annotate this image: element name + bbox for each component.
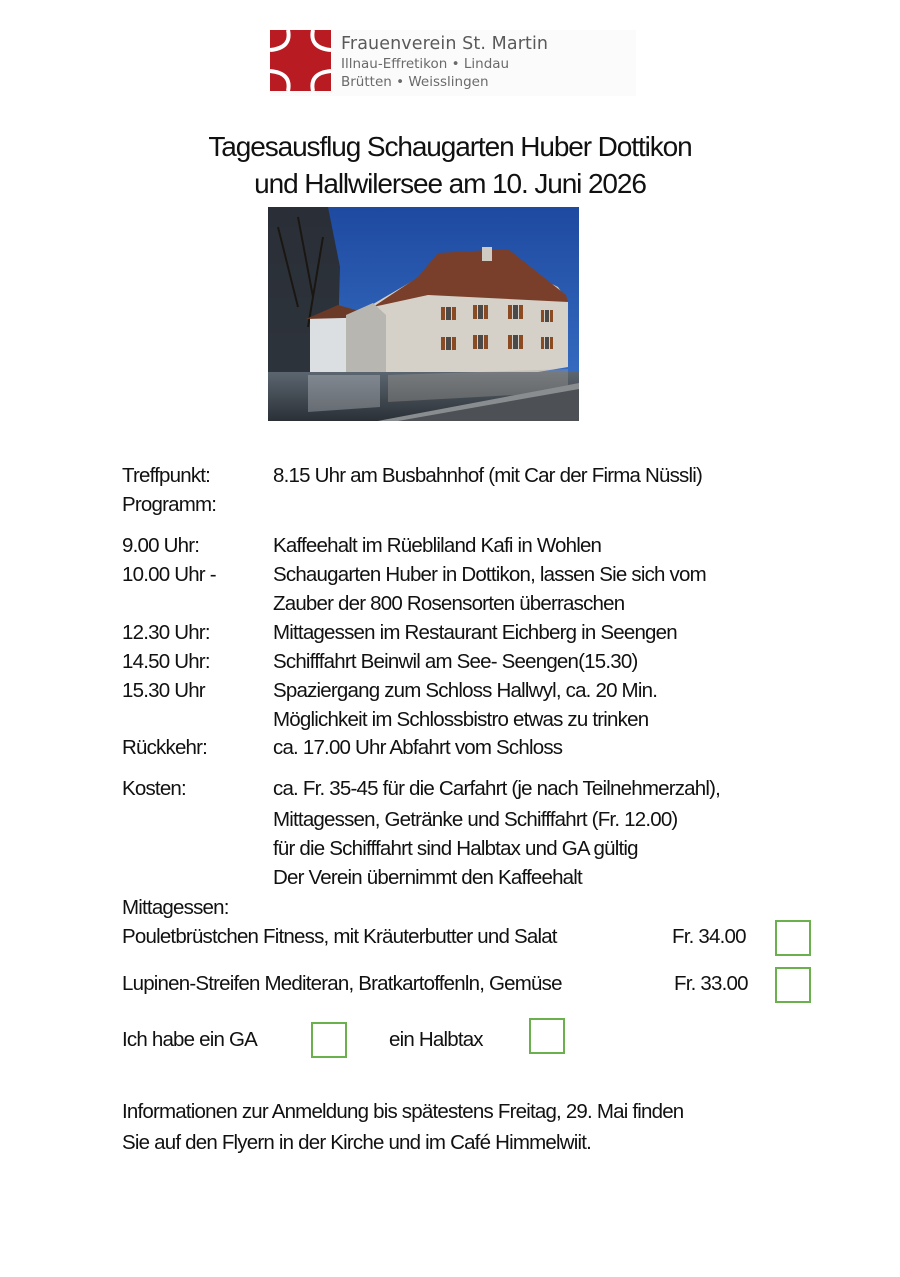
lunch-option-1-checkbox[interactable]: [775, 920, 811, 956]
lunch-option-dish: Pouletbrüstchen Fitness, mit Kräuterbutter und Salat: [122, 925, 557, 948]
program-item-time: 12.30 Uhr:: [122, 621, 210, 644]
organization-logo: [270, 30, 636, 96]
lunch-option-2-checkbox[interactable]: [775, 967, 811, 1003]
organization-name-block: [341, 34, 548, 91]
lunch-label: Mittagessen:: [122, 896, 229, 919]
costs-line: für die Schifffahrt sind Halbtax und GA gültig: [273, 837, 638, 860]
lunch-option-price: Fr. 34.00: [672, 925, 746, 948]
costs-line: ca. Fr. 35-45 für die Carfahrt (je nach Teilnehmerzahl),: [273, 777, 721, 800]
program-item-text: Kaffeehalt im Rüebliland Kafi in Wohlen: [273, 534, 602, 557]
organization-locations-2: Brütten • Weisslingen: [341, 74, 489, 90]
title-line-2: und Hallwilersee am 10. Juni 2026: [254, 168, 646, 199]
program-item-text: Zauber der 800 Rosensorten überraschen: [273, 592, 625, 615]
page-title: [0, 128, 900, 202]
program-item-time: 10.00 Uhr -: [122, 563, 216, 586]
program-item-text: Spaziergang zum Schloss Hallwyl, ca. 20 Min.: [273, 679, 658, 702]
lunch-option-price: Fr. 33.00: [674, 972, 748, 995]
program-item-time: 9.00 Uhr:: [122, 534, 200, 557]
meeting-point-value: 8.15 Uhr am Busbahnhof (mit Car der Firma Nüssli): [273, 464, 703, 487]
castle-by-lake-photo-icon: [268, 207, 579, 421]
organization-name: Frauenverein St. Martin: [341, 34, 549, 54]
program-item-text: Schaugarten Huber in Dottikon, lassen Sie sich vom: [273, 563, 706, 586]
title-line-1: Tagesausflug Schaugarten Huber Dottikon: [208, 131, 692, 162]
return-label: Rückkehr:: [122, 736, 208, 759]
costs-label: Kosten:: [122, 777, 186, 800]
lunch-option-dish: Lupinen-Streifen Mediteran, Bratkartoffenln, Gemüse: [122, 972, 562, 995]
registration-info-line-2: Sie auf den Flyern in der Kirche und im Café Himmelwiit.: [122, 1131, 592, 1154]
ga-checkbox[interactable]: [311, 1022, 347, 1058]
program-item-text: Mittagessen im Restaurant Eichberg in Seengen: [273, 621, 677, 644]
program-item-text: Schifffahrt Beinwil am See- Seengen(15.30): [273, 650, 638, 673]
costs-line: Mittagessen, Getränke und Schifffahrt (Fr. 12.00): [273, 808, 678, 831]
registration-info-line-1: Informationen zur Anmeldung bis spätestens Freitag, 29. Mai finden: [122, 1100, 684, 1123]
costs-line: Der Verein übernimmt den Kaffeehalt: [273, 866, 582, 889]
ga-label: Ich habe ein GA: [122, 1028, 258, 1051]
halbtax-checkbox[interactable]: [529, 1018, 565, 1054]
return-text: ca. 17.00 Uhr Abfahrt vom Schloss: [273, 736, 563, 759]
program-item-time: 14.50 Uhr:: [122, 650, 210, 673]
meeting-point-label: Treffpunkt:: [122, 464, 211, 487]
star-cross-logo-icon: [270, 30, 331, 91]
program-label: Programm:: [122, 493, 217, 516]
castle-photo: [268, 207, 579, 421]
program-item-text: Möglichkeit im Schlossbistro etwas zu trinken: [273, 708, 649, 731]
organization-locations-1: Illnau-Effretikon • Lindau: [341, 56, 510, 72]
program-item-time: 15.30 Uhr: [122, 679, 205, 702]
halbtax-label: ein Halbtax: [389, 1028, 483, 1051]
